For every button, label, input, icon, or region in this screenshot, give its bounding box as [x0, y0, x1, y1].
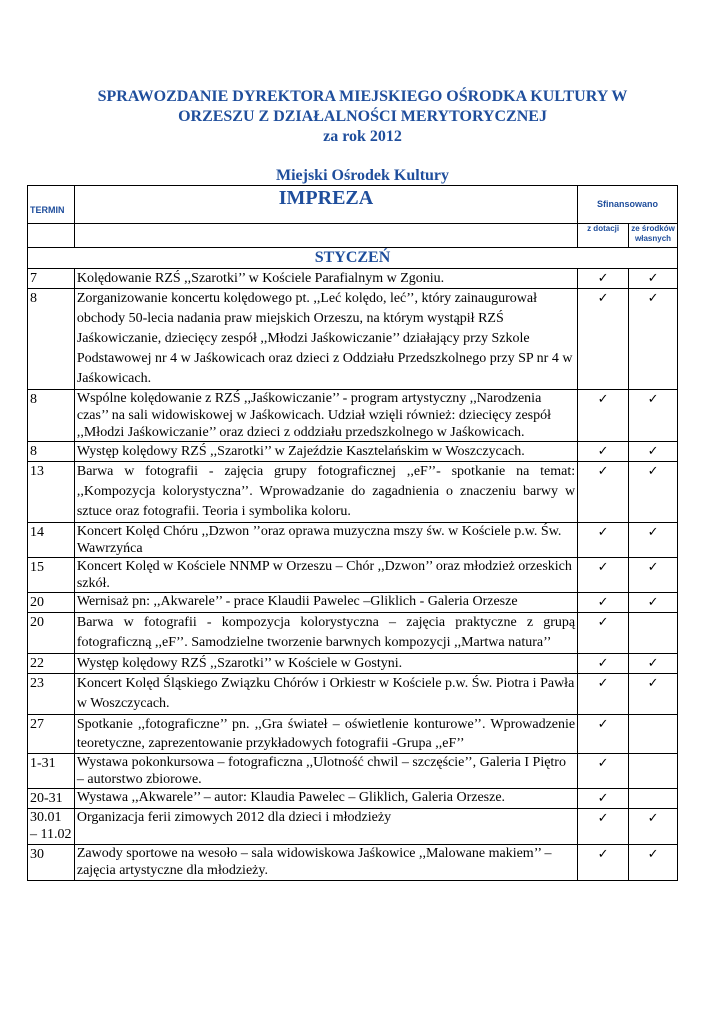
- month-row: [28, 248, 678, 269]
- header-impreza: IMPREZA: [74, 186, 577, 224]
- table-subheader-row: [28, 224, 678, 248]
- row-description: Barwa w fotografii - kompozycja kolorystyczna – zajęcia praktyczne z grupą fotograficzną ,,eF’’. Samodzielne tworzenie barwnych kompozycji ,,Martwa natura’’: [74, 613, 577, 654]
- row-description: Koncert Kolęd w Kościele NNMP w Orzeszu – Chór ,,Dzwon’’ oraz młodzież orzeskich szkół.: [74, 558, 577, 593]
- row-term: 7: [28, 269, 75, 289]
- report-title-line-3: za rok 2012: [323, 128, 402, 145]
- table-row: [28, 613, 678, 654]
- row-description: Występ kolędowy RZŚ ,,Szarotki’’ w Kościele w Gostyni.: [74, 654, 577, 674]
- row-term: 20-31: [28, 789, 75, 809]
- table-row: [28, 654, 678, 674]
- check-icon: ✓: [578, 715, 629, 754]
- check-icon: ✓: [578, 593, 629, 613]
- table-row: [28, 789, 678, 809]
- header-financed: Sfinansowano: [578, 186, 678, 224]
- events-table: [27, 185, 678, 881]
- header-termin: TERMIN: [28, 186, 75, 224]
- row-term: 30: [28, 845, 75, 881]
- row-description: Koncert Kolęd Chóru ,,Dzwon ’’oraz oprawa muzyczna mszy św. w Kościele p.w. Św. Wawrzyńca: [74, 523, 577, 558]
- row-description: Wystawa pokonkursowa – fotograficzna ,,Ulotność chwil – szczęście’’, Galeria I Piętro – autorstwo zbiorowe.: [74, 754, 577, 789]
- row-term: 23: [28, 674, 75, 715]
- table-row: [28, 845, 678, 881]
- table-row: [28, 715, 678, 754]
- month-label: STYCZEŃ: [28, 248, 678, 269]
- check-icon: ✓: [578, 523, 629, 558]
- row-term: 8: [28, 289, 75, 390]
- check-icon: ✓: [629, 593, 678, 613]
- table-row: [28, 593, 678, 613]
- subheader-empty-term: [28, 224, 75, 248]
- check-icon: [629, 715, 678, 754]
- check-icon: ✓: [578, 789, 629, 809]
- check-icon: ✓: [629, 809, 678, 845]
- check-icon: [629, 754, 678, 789]
- check-icon: ✓: [629, 462, 678, 523]
- table-header-row: [28, 186, 678, 224]
- check-icon: ✓: [629, 523, 678, 558]
- check-icon: ✓: [578, 462, 629, 523]
- row-description: Wystawa ,,Akwarele’’ – autor: Klaudia Pawelec – Gliklich, Galeria Orzesze.: [74, 789, 577, 809]
- row-term: 27: [28, 715, 75, 754]
- check-icon: [629, 613, 678, 654]
- check-icon: ✓: [578, 674, 629, 715]
- check-icon: ✓: [578, 809, 629, 845]
- organization-name: Miejski Ośrodek Kultury: [275, 167, 450, 184]
- check-icon: ✓: [629, 674, 678, 715]
- row-term: 8: [28, 390, 75, 442]
- row-description: Zawody sportowe na wesoło – sala widowiskowa Jaśkowice ,,Malowane makiem’’ – zajęcia artystyczne dla młodzieży.: [74, 845, 577, 881]
- row-description: Zorganizowanie koncertu kolędowego pt. ,,Leć kolędo, leć’’, który zainaugurował obchody 50-lecia nadania praw miejskich Orzeszu, na którym wystąpił RZŚ Jaśkowiczanie, dziecięcy zespół ,,Młodzi Jaśkowiczanie’’ działający przy Szkole Podstawowej nr 4 w Jaśkowicach oraz dzieci z Oddziału Przedszkolnego przy SP nr 4 w Jaśkowicach.: [74, 289, 577, 390]
- row-term: 1-31: [28, 754, 75, 789]
- row-description: Spotkanie ,,fotograficzne’’ pn. ,,Gra świateł – oświetlenie konturowe’’. Wprowadzenie teoretyczne, zaprezentowanie przykładowych fotografii -Grupa ,,eF’’: [74, 715, 577, 754]
- row-term: 30.01 – 11.02: [28, 809, 75, 845]
- subheader-empty-impreza: [74, 224, 577, 248]
- row-description: Występ kolędowy RZŚ ,,Szarotki’’ w Zajeździe Kasztelańskim w Woszczycach.: [74, 442, 577, 462]
- check-icon: ✓: [578, 269, 629, 289]
- subheader-srodkow: ze środków własnych: [629, 224, 678, 248]
- check-icon: ✓: [578, 845, 629, 881]
- check-icon: ✓: [578, 289, 629, 390]
- report-title-line-1: SPRAWOZDANIE DYREKTORA MIEJSKIEGO OŚRODKA KULTURY W: [97, 88, 628, 105]
- table-row: [28, 754, 678, 789]
- row-description: Organizacja ferii zimowych 2012 dla dzieci i młodzieży: [74, 809, 577, 845]
- check-icon: ✓: [629, 845, 678, 881]
- check-icon: ✓: [629, 558, 678, 593]
- table-row: [28, 558, 678, 593]
- subheader-dotacji: z dotacji: [578, 224, 629, 248]
- check-icon: ✓: [578, 390, 629, 442]
- table-row: [28, 289, 678, 390]
- row-description: Koncert Kolęd Śląskiego Związku Chórów i Orkiestr w Kościele p.w. Św. Piotra i Pawła w Woszczycach.: [74, 674, 577, 715]
- row-term: 8: [28, 442, 75, 462]
- check-icon: ✓: [629, 442, 678, 462]
- check-icon: ✓: [629, 269, 678, 289]
- table-row: [28, 390, 678, 442]
- check-icon: [629, 789, 678, 809]
- row-description: Barwa w fotografii - zajęcia grupy fotograficznej ,,eF’’- spotkanie na temat: ,,Kompozycja kolorystyczna’’. Wprowadzanie do zagadnienia o znaczeniu barwy w sztuce oraz fotografii. Teoria i symbolika koloru.: [74, 462, 577, 523]
- check-icon: ✓: [578, 442, 629, 462]
- row-term: 20: [28, 593, 75, 613]
- table-row: [28, 809, 678, 845]
- check-icon: ✓: [578, 754, 629, 789]
- row-description: Wspólne kolędowanie z RZŚ ,,Jaśkowiczanie’’ - program artystyczny ,,Narodzenia czas’’ na sali widowiskowej w Jaśkowicach. Udział wzięli również: dziecięcy zespół ,,Młodzi Jaśkowiczanie’’ oraz dzieci z oddziału przedszkolnego w Jaśkowicach.: [74, 390, 577, 442]
- row-description: Kolędowanie RZŚ ,,Szarotki’’ w Kościele Parafialnym w Zgoniu.: [74, 269, 577, 289]
- table-row: [28, 269, 678, 289]
- row-description: Wernisaż pn: ,,Akwarele’’ - prace Klaudii Pawelec –Gliklich - Galeria Orzesze: [74, 593, 577, 613]
- check-icon: ✓: [578, 654, 629, 674]
- check-icon: ✓: [629, 654, 678, 674]
- check-icon: ✓: [578, 558, 629, 593]
- table-row: [28, 442, 678, 462]
- row-term: 15: [28, 558, 75, 593]
- row-term: 22: [28, 654, 75, 674]
- report-title-line-2: ORZESZU Z DZIAŁALNOŚCI MERYTORYCZNEJ: [178, 108, 547, 125]
- check-icon: ✓: [578, 613, 629, 654]
- table-row: [28, 462, 678, 523]
- row-term: 20: [28, 613, 75, 654]
- check-icon: ✓: [629, 289, 678, 390]
- table-row: [28, 674, 678, 715]
- check-icon: ✓: [629, 390, 678, 442]
- table-row: [28, 523, 678, 558]
- row-term: 14: [28, 523, 75, 558]
- row-term: 13: [28, 462, 75, 523]
